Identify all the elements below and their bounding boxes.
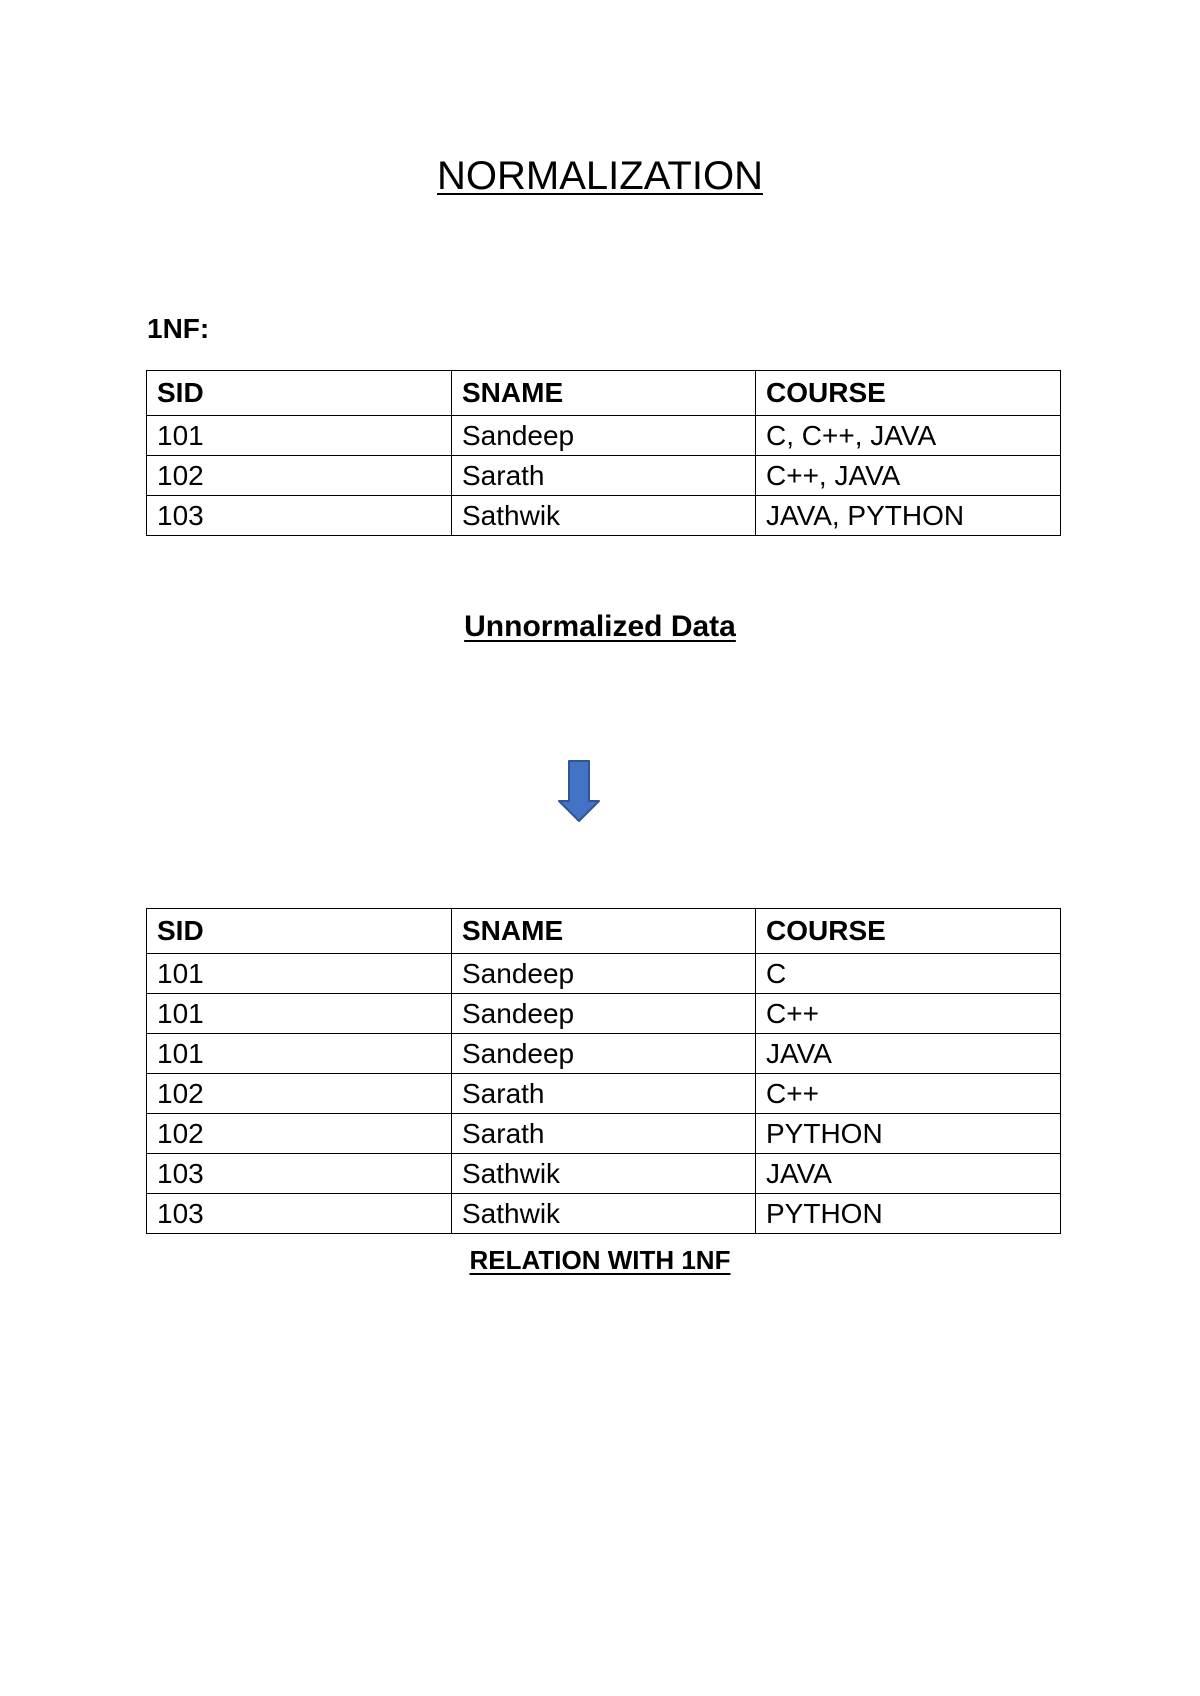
table-row [147,1074,1061,1114]
cell-sid: 101 [147,994,452,1034]
cell-sid: 102 [147,1114,452,1154]
down-arrow-shape [559,761,599,821]
table-row [147,496,1061,536]
table-row [147,1114,1061,1154]
down-arrow-icon [557,760,601,822]
cell-course: JAVA [756,1154,1061,1194]
cell-course: JAVA [756,1034,1061,1074]
cell-sname: Sathwik [452,496,756,536]
cell-sid: 101 [147,1034,452,1074]
cell-sname: Sarath [452,1114,756,1154]
cell-sid: 101 [147,416,452,456]
table-row [147,1194,1061,1234]
cell-sname: Sathwik [452,1154,756,1194]
section-label-1nf: 1NF: [147,313,210,344]
cell-course: JAVA, PYTHON [756,496,1061,536]
cell-course: C, C++, JAVA [756,416,1061,456]
table-row [147,456,1061,496]
header-course: COURSE [756,371,1061,416]
header-course: COURSE [756,909,1061,954]
header-sname: SNAME [452,909,756,954]
page-title: NORMALIZATION [437,154,763,198]
cell-sid: 103 [147,1194,452,1234]
header-sname: SNAME [452,371,756,416]
table-row [147,1154,1061,1194]
table-row [147,1034,1061,1074]
cell-sid: 101 [147,954,452,994]
cell-sname: Sandeep [452,1034,756,1074]
normalized-1nf-table [146,908,1061,1234]
cell-sid: 102 [147,1074,452,1114]
cell-sname: Sarath [452,1074,756,1114]
cell-course: C++ [756,1074,1061,1114]
cell-course: C [756,954,1061,994]
cell-course: C++, JAVA [756,456,1061,496]
table-row [147,416,1061,456]
cell-sname: Sandeep [452,994,756,1034]
cell-sname: Sandeep [452,416,756,456]
cell-sname: Sarath [452,456,756,496]
cell-sid: 102 [147,456,452,496]
cell-sid: 103 [147,1154,452,1194]
unnormalized-data-caption: Unnormalized Data [464,610,736,643]
table-row [147,994,1061,1034]
cell-sname: Sathwik [452,1194,756,1234]
header-sid: SID [147,909,452,954]
cell-sid: 103 [147,496,452,536]
cell-sname: Sandeep [452,954,756,994]
cell-course: PYTHON [756,1194,1061,1234]
table-row [147,954,1061,994]
cell-course: C++ [756,994,1061,1034]
cell-course: PYTHON [756,1114,1061,1154]
table-header-row [147,909,1061,954]
unnormalized-table [146,370,1061,536]
table-header-row [147,371,1061,416]
relation-1nf-caption: RELATION WITH 1NF [469,1245,731,1275]
header-sid: SID [147,371,452,416]
